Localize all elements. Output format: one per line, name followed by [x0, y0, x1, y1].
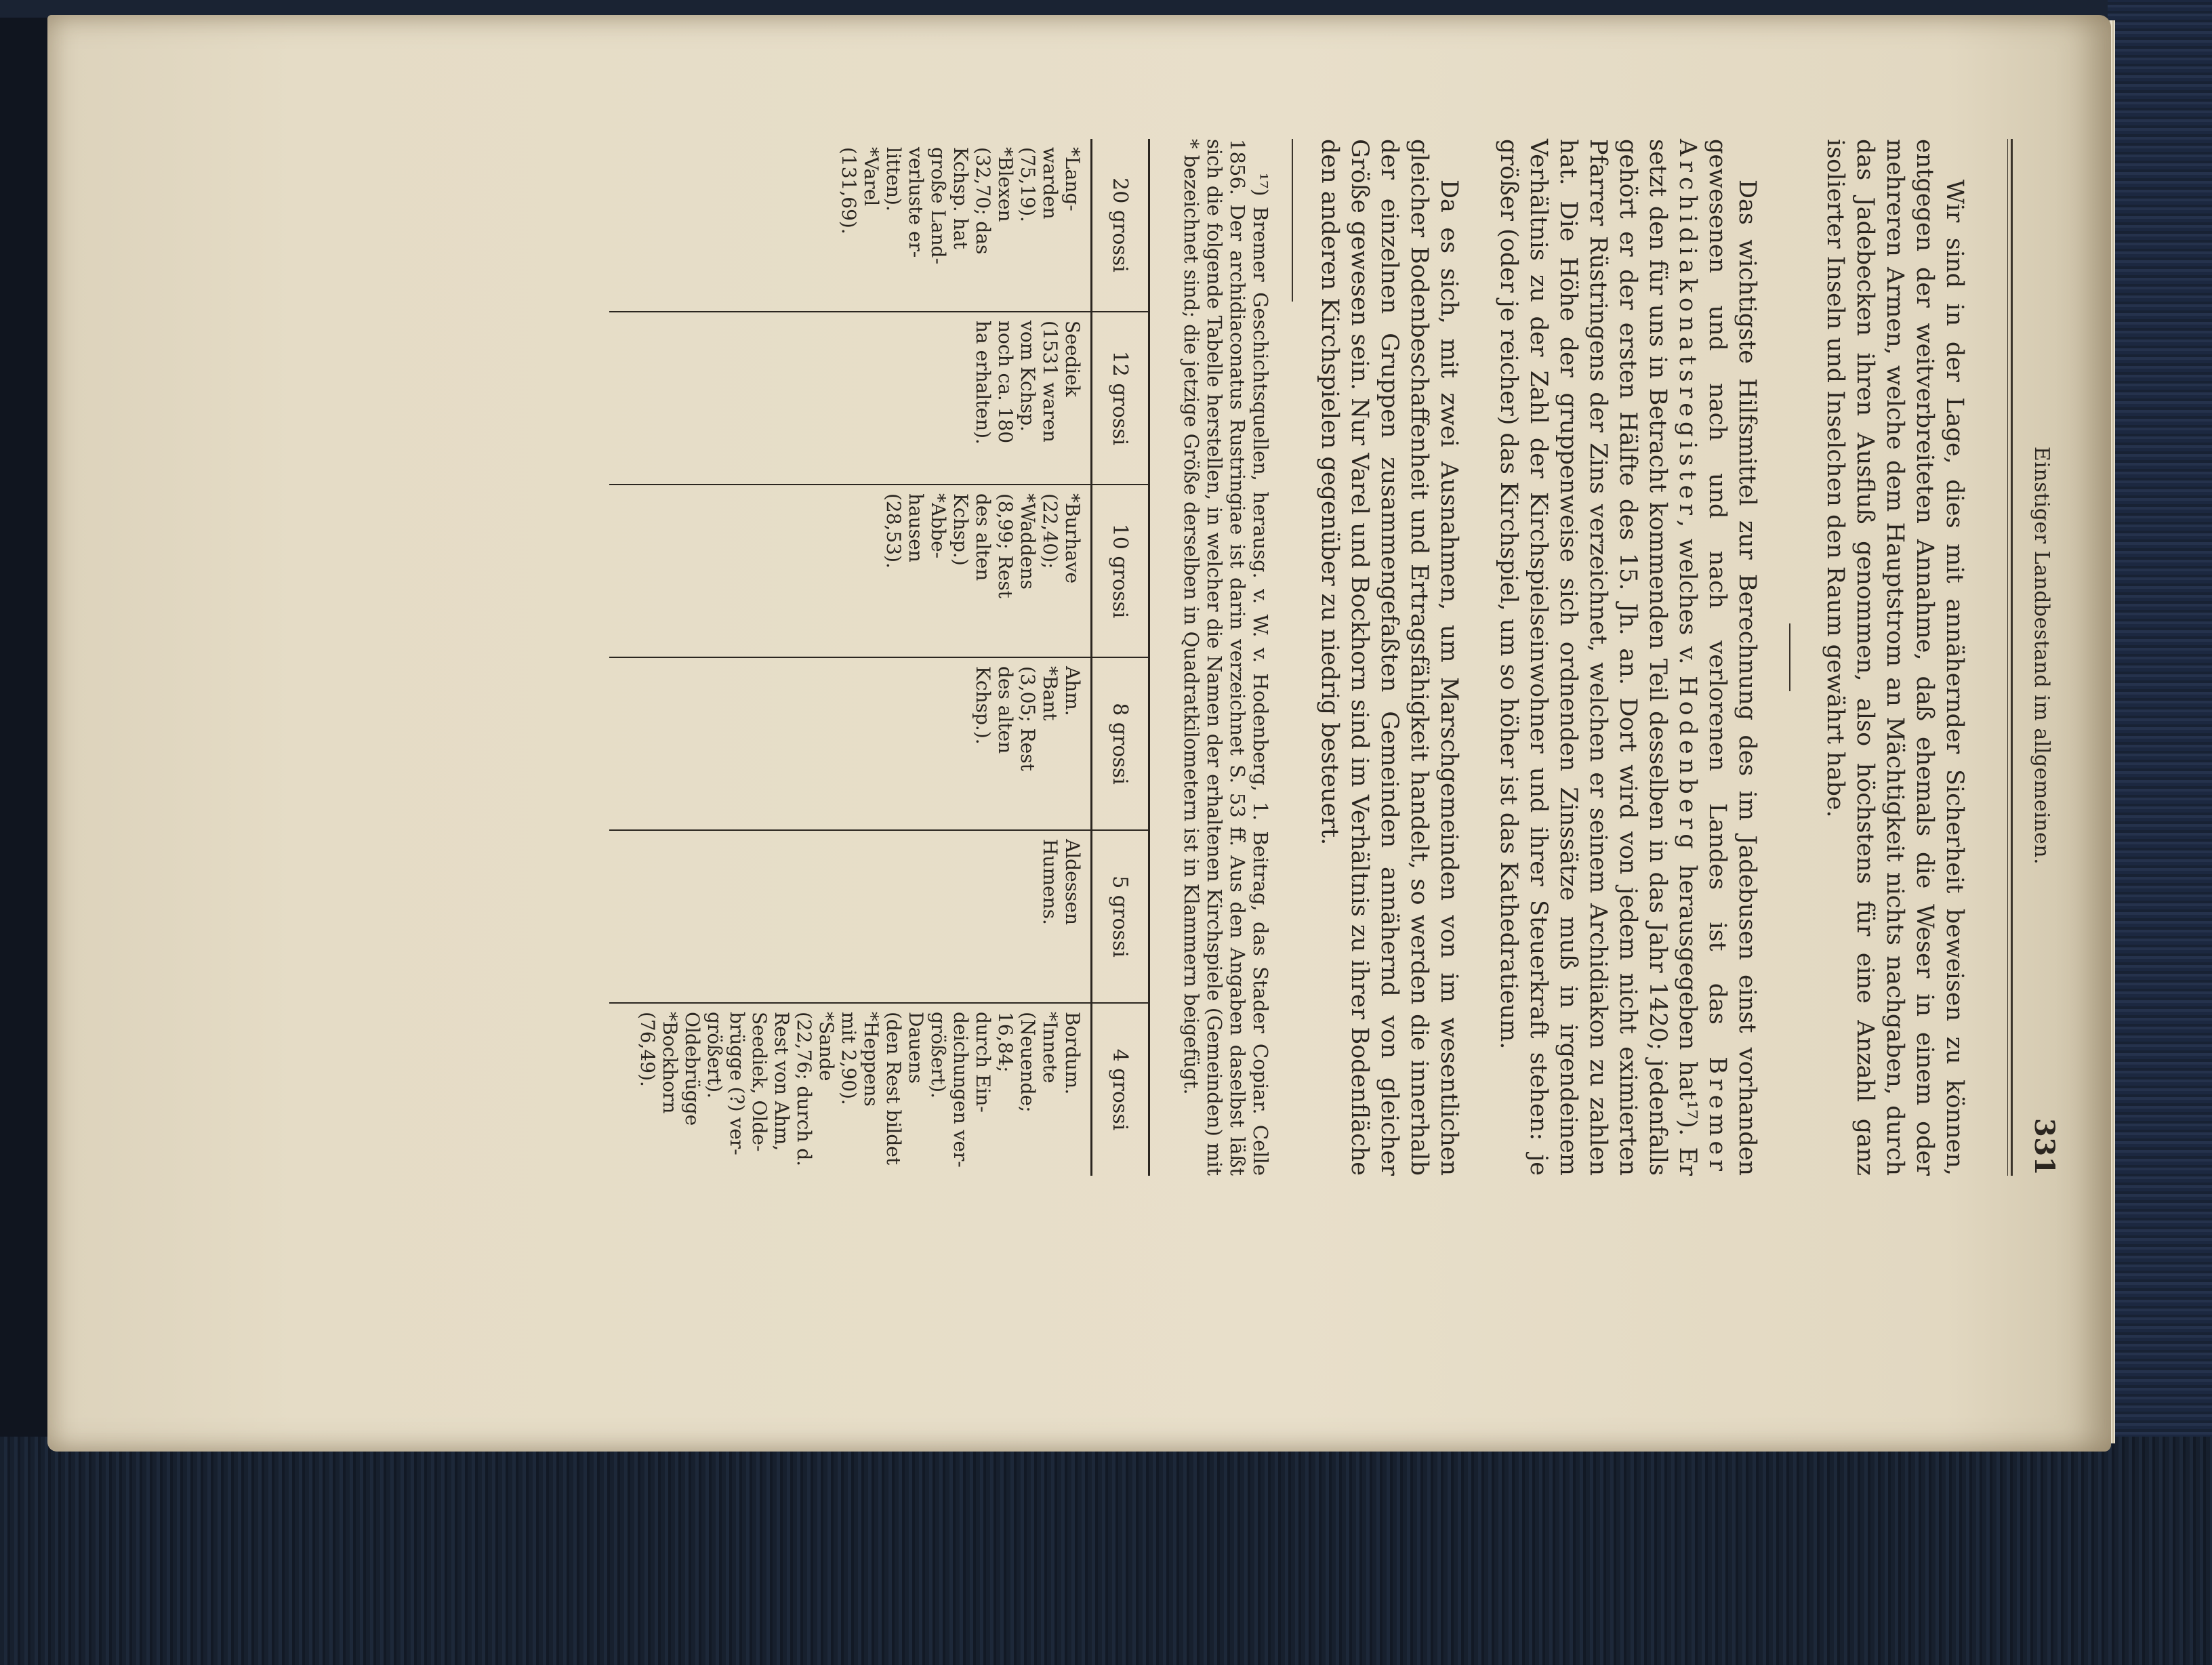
paragraph-1: Wir sind in der Lage, dies mit annähernder Sicherheit beweisen zu können, entgegen der weitverbreiteten Annahme, daß ehemals die Weser in einem oder mehreren Armen, welche dem Hauptstrom an Mächtigkeit nichts nachgaben, durch das Jadebecken ihren Ausfluß genommen, also höchstens für eine Anzahl ganz isolierter Inseln und Inselchen den Raum gewährt habe. [1822, 139, 1968, 1176]
column-header: 20 grossi [1092, 139, 1149, 312]
paragraph-3: Da es sich, mit zwei Ausnahmen, um Marschgemeinden von im wesentlichen gleicher Bodenbeschaffenheit und Ertragsfähigkeit handelt, so werden die innerhalb der einzelnen Gruppen zusammengefaßten Gemeinden annähernd von gleicher Größe gewesen sein. Nur Varel und Bockhorn sind im Verhältnis zu ihrer Bodenfläche den anderen Kirchspielen gegenüber zu niedrig besteuert. [1316, 139, 1462, 1176]
tax-rate-table [609, 139, 1150, 1176]
running-head-title: Einstiger Landbestand im allgemeinen. [2030, 446, 2053, 865]
column-header: 10 grossi [1092, 485, 1149, 657]
register-title: Bremer Archidiakonatsregister [1674, 139, 1731, 1176]
page-number: 331 [2028, 1118, 2060, 1176]
table-cell-20-grossi: *Lang- warden (75,19). *Blexen (32,70; das Kchsp. hat große Land- verluste er- litten). *Varel (131,69). [609, 139, 1092, 312]
column-header: 5 grossi [1092, 830, 1149, 1003]
rotated-page-content [325, 139, 2060, 1176]
book-cover-bottom [0, 1437, 2212, 1665]
editor-name: Hodenberg [1674, 676, 1701, 854]
paragraph-2 [1494, 139, 1762, 1176]
table-cell-10-grossi: *Burhave (22,40); *Waddens (8,99; Rest des alten Kchsp.) *Abbe- hausen (28,53). [609, 485, 1092, 657]
paragraph-2-part-b: , welches v. [1674, 520, 1701, 676]
table-cell-8-grossi: Ahm. *Bant (3,05; Rest des alten Kchsp.). [609, 657, 1092, 830]
table-header-row [1092, 139, 1149, 1176]
column-header: 4 grossi [1092, 1003, 1149, 1176]
paragraph-2-part-c: herausgegeben hat¹⁷). Er setzt den für uns in Betracht kommenden Teil desselben in das Jahr 1420; jedenfalls gehört er der ersten Hälfte des 15. Jh. an. Dort wird von jedem nicht eximierten Pfarrer Rüstringens der Zins verzeichnet, welchen er seinem Archidiakon zu zahlen hat. Die Höhe der gruppenweise sich ordnenden Zinssätze muß in irgendeinem Verhältnis zu der Zahl der Kirchspielseinwohner und ihrer Steuerkraft stehen: je größer (oder je reicher) das Kirchspiel, um so höher ist das Kathedratieum. [1495, 139, 1701, 1176]
footnote-rule [1292, 139, 1293, 302]
section-divider [1789, 623, 1790, 691]
column-header: 8 grossi [1092, 657, 1149, 830]
column-header: 12 grossi [1092, 312, 1149, 485]
footnote-17: ¹⁷) Bremer Geschichtsquellen, herausg. v. W. v. Hodenberg, 1. Beitrag, das Stader Copiar. Celle 1856. Der archidiaconatus Rustringiae ist darin verzeichnet S. 53 ff. Aus den Angaben daselbst läßt sich die folgende Tabelle herstellen, in welcher die Namen der erhaltenen Kirchspiele (Gemeinden) mit * bezeichnet sind; die jetzige Größe derselben in Quadratkilometern ist in Klammern beigefügt. [1180, 139, 1272, 1176]
header-rule [2007, 139, 2013, 1176]
paragraph-2-part-a: Das wichtigste Hilfsmittel zur Berechnung des im Jadebusen einst vorhanden gewesenen und nach und nach verlorenen Landes ist das [1704, 139, 1761, 1176]
table-cell-4-grossi: Bordum. *Innete (Neuende; 16,84; durch Ein- deichungen ver- größert). Dauens (den Rest bildet *Heppens mit 2,90). *Sande (22,76; durch d. Rest von Ahm, Seediek, Olde- brügge (?) ver- größert). Oldebrügge *Bockhorn (76,49). [636, 1012, 1084, 1168]
running-head [2020, 139, 2060, 1176]
table-cell-12-grossi: Seediek (1531 waren vom Kchsp. noch ca. 180 ha erhalten). [609, 312, 1092, 485]
book-cover-spine-edge [2108, 0, 2212, 1491]
table-row [609, 139, 1092, 1176]
table-cell-5-grossi: Aldessen Humens. [609, 830, 1092, 1003]
